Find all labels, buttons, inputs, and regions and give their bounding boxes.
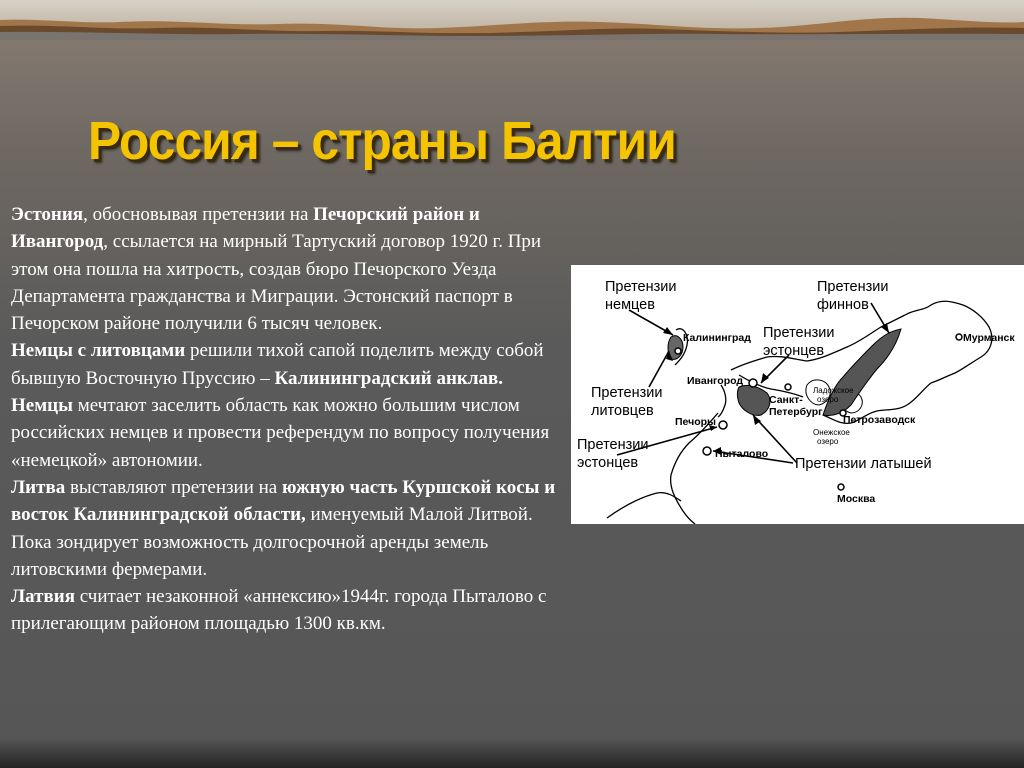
bold-run: Печорский район и Ивангород xyxy=(11,204,480,253)
body-paragraph xyxy=(11,474,563,583)
text-run: именуемый Малой Литвой. Пока зондирует возможность долгосрочной аренды земель литовскими фермерами. xyxy=(11,504,533,580)
text-run: , ссылается на мирный Тартуский договор 1920 г. При этом она пошла на хитрость, создав бюро Печорского Уезда Департамента гражданства и Миграции. Эстонский паспорт в Печорском районе получили 6 тысяч человек. xyxy=(11,231,542,335)
top-banner-decoration xyxy=(0,0,1024,40)
label-onega-2: озеро xyxy=(817,437,839,446)
label-claims-estonians-left-2: эстонцев xyxy=(577,455,639,471)
bold-run: Немцы с литовцами xyxy=(11,340,186,362)
label-petrozavodsk: Петрозаводск xyxy=(843,414,916,426)
label-moscow: Москва xyxy=(837,493,876,505)
marker-pechory xyxy=(719,421,727,429)
slide-title: Россия – страны Балтии xyxy=(88,111,676,171)
text-run: выставляют претензии на xyxy=(65,476,282,498)
label-claims-finns-2: финнов xyxy=(817,297,869,313)
label-murmansk: Мурманск xyxy=(963,332,1015,344)
body-paragraph xyxy=(11,201,563,337)
claim-area-estonians xyxy=(738,385,770,415)
marker-kaliningrad xyxy=(675,348,681,354)
label-kaliningrad: Калининград xyxy=(683,332,751,344)
marker-pytalovo xyxy=(703,447,711,455)
bold-run: Литва xyxy=(11,476,66,498)
label-ladoga-1: Ладожское xyxy=(813,386,854,395)
marker-spb xyxy=(785,384,791,390)
text-run: , обосновывая претензии на xyxy=(83,204,314,225)
map-figure xyxy=(571,265,1024,524)
label-claims-estonians-top-1: Претензии xyxy=(763,325,835,341)
label-spb-2: Петербург xyxy=(769,406,823,418)
label-onega-1: Онежское xyxy=(813,428,850,437)
bold-run: Калининградский анклав. xyxy=(274,367,504,389)
text-run: считает незаконной «аннексию»1944г. города Пыталово с прилегающим районом площадью 1300 кв.км. xyxy=(11,586,547,635)
label-ivangorod: Ивангород xyxy=(687,375,744,387)
body-paragraph xyxy=(11,337,563,392)
label-claims-lithuanians-2: литовцев xyxy=(591,403,654,419)
text-run: решили тихой сапой поделить между собой бывшую Восточную Пруссию – xyxy=(11,340,544,389)
body-paragraph xyxy=(11,583,563,638)
marker-moscow xyxy=(838,484,844,490)
body-text xyxy=(11,201,563,638)
label-claims-lithuanians-1: Претензии xyxy=(591,385,663,401)
bold-run: Немцы xyxy=(11,395,73,417)
bold-run: южную часть Куршской косы и восток Калининградской области, xyxy=(11,476,556,526)
label-claims-latvians: Претензии латышей xyxy=(795,456,932,472)
label-claims-estonians-left-1: Претензии xyxy=(577,437,649,453)
label-claims-germans-2: немцев xyxy=(605,297,655,313)
marker-ivangorod xyxy=(749,379,757,387)
label-claims-finns-1: Претензии xyxy=(817,279,889,295)
body-paragraph xyxy=(11,392,563,474)
label-spb-1: Санкт- xyxy=(769,394,803,406)
text-run: мечтают заселить область как можно большим числом российских немцев и провести референдум по вопросу получения «немецкой» автономии. xyxy=(11,395,550,471)
label-pechory: Печоры xyxy=(675,416,717,428)
label-claims-germans-1: Претензии xyxy=(605,279,677,295)
label-claims-estonians-top-2: эстонцев xyxy=(763,343,825,359)
bottom-fade xyxy=(0,738,1024,768)
label-ladoga-2: озеро xyxy=(817,395,839,404)
label-pytalovo: Пыталово xyxy=(715,448,769,460)
marker-murmansk xyxy=(956,334,962,340)
bold-run: Эстония xyxy=(11,204,84,225)
bold-run: Латвия xyxy=(11,586,75,608)
